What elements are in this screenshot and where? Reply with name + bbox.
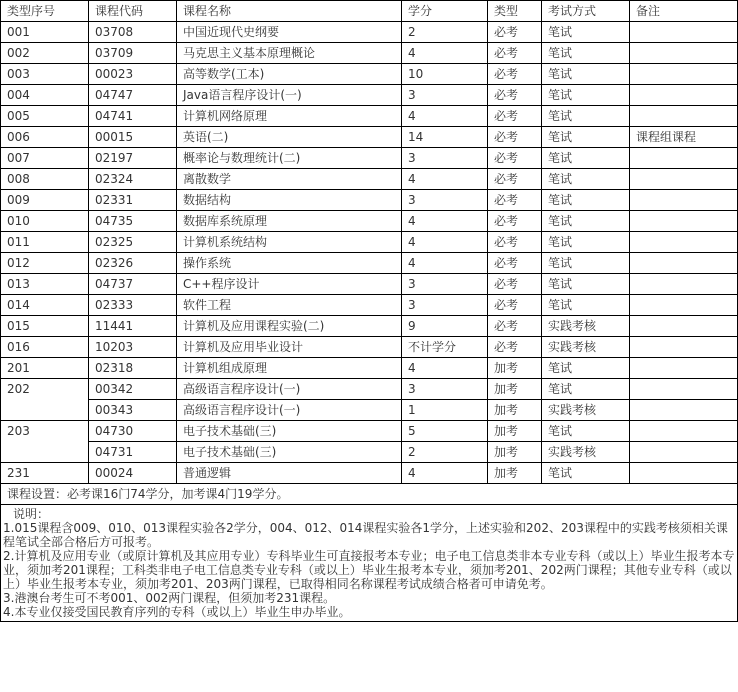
seq-cell: 011 [1, 232, 89, 253]
type-cell: 必考 [488, 232, 542, 253]
table-row [1, 421, 738, 442]
table-row [1, 379, 738, 400]
credit-cell: 4 [402, 463, 488, 484]
exam-cell: 笔试 [542, 148, 630, 169]
seq-cell: 015 [1, 316, 89, 337]
seq-cell: 202 [1, 379, 89, 421]
note-cell [630, 232, 738, 253]
table-row [1, 127, 738, 148]
exam-cell: 笔试 [542, 169, 630, 190]
credit-cell: 9 [402, 316, 488, 337]
exam-cell: 笔试 [542, 22, 630, 43]
seq-cell: 201 [1, 358, 89, 379]
name-cell: 软件工程 [177, 295, 402, 316]
credit-cell: 3 [402, 295, 488, 316]
seq-cell: 001 [1, 22, 89, 43]
code-cell: 00015 [89, 127, 177, 148]
credit-cell: 3 [402, 379, 488, 400]
name-cell: 计算机及应用课程实验(二) [177, 316, 402, 337]
seq-cell: 003 [1, 64, 89, 85]
seq-cell: 005 [1, 106, 89, 127]
table-row [1, 337, 738, 358]
name-cell: C++程序设计 [177, 274, 402, 295]
header-name: 课程名称 [177, 1, 402, 22]
note-cell [630, 400, 738, 421]
seq-cell: 010 [1, 211, 89, 232]
exam-cell: 笔试 [542, 463, 630, 484]
note-item: 4.本专业仅接受国民教育序列的专科（或以上）毕业生申办毕业。 [3, 605, 351, 619]
table-row [1, 232, 738, 253]
exam-cell: 笔试 [542, 106, 630, 127]
credit-cell: 不计学分 [402, 337, 488, 358]
exam-cell: 实践考核 [542, 442, 630, 463]
code-cell: 00342 [89, 379, 177, 400]
credit-cell: 3 [402, 85, 488, 106]
type-cell: 必考 [488, 169, 542, 190]
exam-cell: 笔试 [542, 43, 630, 64]
code-cell: 02333 [89, 295, 177, 316]
code-cell: 00024 [89, 463, 177, 484]
code-cell: 03708 [89, 22, 177, 43]
exam-cell: 笔试 [542, 64, 630, 85]
seq-cell: 016 [1, 337, 89, 358]
note-cell [630, 274, 738, 295]
table-row [1, 400, 738, 421]
type-cell: 加考 [488, 421, 542, 442]
exam-cell: 实践考核 [542, 400, 630, 421]
code-cell: 02324 [89, 169, 177, 190]
code-cell: 02331 [89, 190, 177, 211]
type-cell: 必考 [488, 64, 542, 85]
type-cell: 必考 [488, 274, 542, 295]
type-cell: 必考 [488, 211, 542, 232]
seq-cell: 014 [1, 295, 89, 316]
seq-cell: 012 [1, 253, 89, 274]
type-cell: 必考 [488, 127, 542, 148]
note-cell [630, 421, 738, 442]
exam-cell: 笔试 [542, 85, 630, 106]
exam-cell: 实践考核 [542, 337, 630, 358]
credit-cell: 4 [402, 358, 488, 379]
credit-cell: 4 [402, 169, 488, 190]
summary-row [1, 484, 738, 505]
credit-cell: 14 [402, 127, 488, 148]
table-row [1, 148, 738, 169]
note-cell [630, 211, 738, 232]
type-cell: 必考 [488, 190, 542, 211]
code-cell: 02325 [89, 232, 177, 253]
note-cell [630, 463, 738, 484]
name-cell: 数据库系统原理 [177, 211, 402, 232]
code-cell: 04731 [89, 442, 177, 463]
exam-cell: 笔试 [542, 379, 630, 400]
note-cell [630, 358, 738, 379]
type-cell: 加考 [488, 463, 542, 484]
header-code: 课程代码 [89, 1, 177, 22]
credit-cell: 3 [402, 274, 488, 295]
note-cell [630, 169, 738, 190]
note-cell [630, 106, 738, 127]
table-row [1, 358, 738, 379]
seq-cell: 231 [1, 463, 89, 484]
code-cell: 04735 [89, 211, 177, 232]
table-row [1, 274, 738, 295]
credit-cell: 10 [402, 64, 488, 85]
exam-cell: 笔试 [542, 232, 630, 253]
table-row [1, 106, 738, 127]
seq-cell: 009 [1, 190, 89, 211]
header-note: 备注 [630, 1, 738, 22]
header-seq: 类型序号 [1, 1, 89, 22]
name-cell: 英语(二) [177, 127, 402, 148]
header-credit: 学分 [402, 1, 488, 22]
exam-cell: 笔试 [542, 358, 630, 379]
table-row [1, 442, 738, 463]
code-cell: 11441 [89, 316, 177, 337]
note-cell [630, 379, 738, 400]
seq-cell: 008 [1, 169, 89, 190]
note-item: 2.计算机及应用专业（或原计算机及其应用专业）专科毕业生可直接报考本专业；电子电工信息类非本专业专科（或以上）毕业生报考本专业，须加考201课程；工科类非电子电工信息类专业专科（或以上）毕业生报考本专业，须加考201、202两门课程；其他专业专科（或以上）毕业生报考本专业，须加考201、203两门课程，已取得相同名称课程考试成绩合格者可申请免考。 [3, 549, 735, 591]
seq-cell: 002 [1, 43, 89, 64]
code-cell: 04747 [89, 85, 177, 106]
type-cell: 必考 [488, 43, 542, 64]
type-cell: 必考 [488, 148, 542, 169]
credit-cell: 4 [402, 232, 488, 253]
table-row [1, 43, 738, 64]
table-row [1, 211, 738, 232]
note-cell [630, 148, 738, 169]
note-cell [630, 190, 738, 211]
credit-cell: 4 [402, 253, 488, 274]
credit-cell: 2 [402, 442, 488, 463]
name-cell: 普通逻辑 [177, 463, 402, 484]
note-cell [630, 253, 738, 274]
exam-cell: 笔试 [542, 190, 630, 211]
type-cell: 必考 [488, 22, 542, 43]
credit-cell: 3 [402, 148, 488, 169]
header-type: 类型 [488, 1, 542, 22]
name-cell: 中国近现代史纲要 [177, 22, 402, 43]
type-cell: 加考 [488, 400, 542, 421]
credit-cell: 2 [402, 22, 488, 43]
code-cell: 04741 [89, 106, 177, 127]
note-cell [630, 316, 738, 337]
table-row [1, 85, 738, 106]
code-cell: 02318 [89, 358, 177, 379]
name-cell: 计算机网络原理 [177, 106, 402, 127]
name-cell: 高级语言程序设计(一) [177, 400, 402, 421]
table-row [1, 190, 738, 211]
exam-cell: 笔试 [542, 253, 630, 274]
code-cell: 00343 [89, 400, 177, 421]
name-cell: 数据结构 [177, 190, 402, 211]
notes-heading: 说明： [13, 507, 50, 521]
table-row [1, 169, 738, 190]
name-cell: 马克思主义基本原理概论 [177, 43, 402, 64]
code-cell: 04730 [89, 421, 177, 442]
note-cell [630, 442, 738, 463]
exam-cell: 笔试 [542, 295, 630, 316]
name-cell: 电子技术基础(三) [177, 442, 402, 463]
note-cell [630, 64, 738, 85]
table-row [1, 64, 738, 85]
type-cell: 必考 [488, 337, 542, 358]
type-cell: 必考 [488, 316, 542, 337]
name-cell: 计算机系统结构 [177, 232, 402, 253]
note-cell: 课程组课程 [630, 127, 738, 148]
name-cell: 计算机及应用毕业设计 [177, 337, 402, 358]
table-row [1, 316, 738, 337]
note-item: 1.015课程含009、010、013课程实验各2学分，004、012、014课程实验各1学分，上述实验和202、203课程中的实践考核须相关课程笔试全部合格后方可报考。 [3, 521, 728, 549]
name-cell: 离散数学 [177, 169, 402, 190]
note-cell [630, 43, 738, 64]
credit-cell: 4 [402, 211, 488, 232]
notes-row [1, 505, 738, 622]
header-exam: 考试方式 [542, 1, 630, 22]
note-cell [630, 295, 738, 316]
credit-cell: 4 [402, 43, 488, 64]
table-row [1, 463, 738, 484]
type-cell: 必考 [488, 295, 542, 316]
credit-cell: 4 [402, 106, 488, 127]
seq-cell: 004 [1, 85, 89, 106]
name-cell: 计算机组成原理 [177, 358, 402, 379]
code-cell: 10203 [89, 337, 177, 358]
seq-cell: 006 [1, 127, 89, 148]
table-row [1, 22, 738, 43]
type-cell: 加考 [488, 379, 542, 400]
type-cell: 加考 [488, 358, 542, 379]
exam-cell: 笔试 [542, 274, 630, 295]
note-cell [630, 85, 738, 106]
exam-cell: 实践考核 [542, 316, 630, 337]
header-row [1, 1, 738, 22]
exam-cell: 笔试 [542, 127, 630, 148]
credit-cell: 5 [402, 421, 488, 442]
type-cell: 必考 [488, 253, 542, 274]
code-cell: 03709 [89, 43, 177, 64]
table-row [1, 253, 738, 274]
exam-cell: 笔试 [542, 211, 630, 232]
credit-cell: 1 [402, 400, 488, 421]
code-cell: 00023 [89, 64, 177, 85]
seq-cell: 203 [1, 421, 89, 463]
name-cell: 概率论与数理统计(二) [177, 148, 402, 169]
course-summary: 课程设置：必考课16门74学分，加考课4门19学分。 [1, 484, 738, 505]
code-cell: 04737 [89, 274, 177, 295]
note-cell [630, 22, 738, 43]
notes-cell [1, 505, 738, 622]
type-cell: 必考 [488, 106, 542, 127]
credit-cell: 3 [402, 190, 488, 211]
code-cell: 02326 [89, 253, 177, 274]
table-row [1, 295, 738, 316]
seq-cell: 013 [1, 274, 89, 295]
name-cell: Java语言程序设计(一) [177, 85, 402, 106]
name-cell: 操作系统 [177, 253, 402, 274]
type-cell: 加考 [488, 442, 542, 463]
exam-cell: 笔试 [542, 421, 630, 442]
name-cell: 电子技术基础(三) [177, 421, 402, 442]
seq-cell: 007 [1, 148, 89, 169]
note-item: 3.港澳台考生可不考001、002两门课程，但须加考231课程。 [3, 591, 336, 605]
note-cell [630, 337, 738, 358]
name-cell: 高等数学(工本) [177, 64, 402, 85]
code-cell: 02197 [89, 148, 177, 169]
name-cell: 高级语言程序设计(一) [177, 379, 402, 400]
type-cell: 必考 [488, 85, 542, 106]
